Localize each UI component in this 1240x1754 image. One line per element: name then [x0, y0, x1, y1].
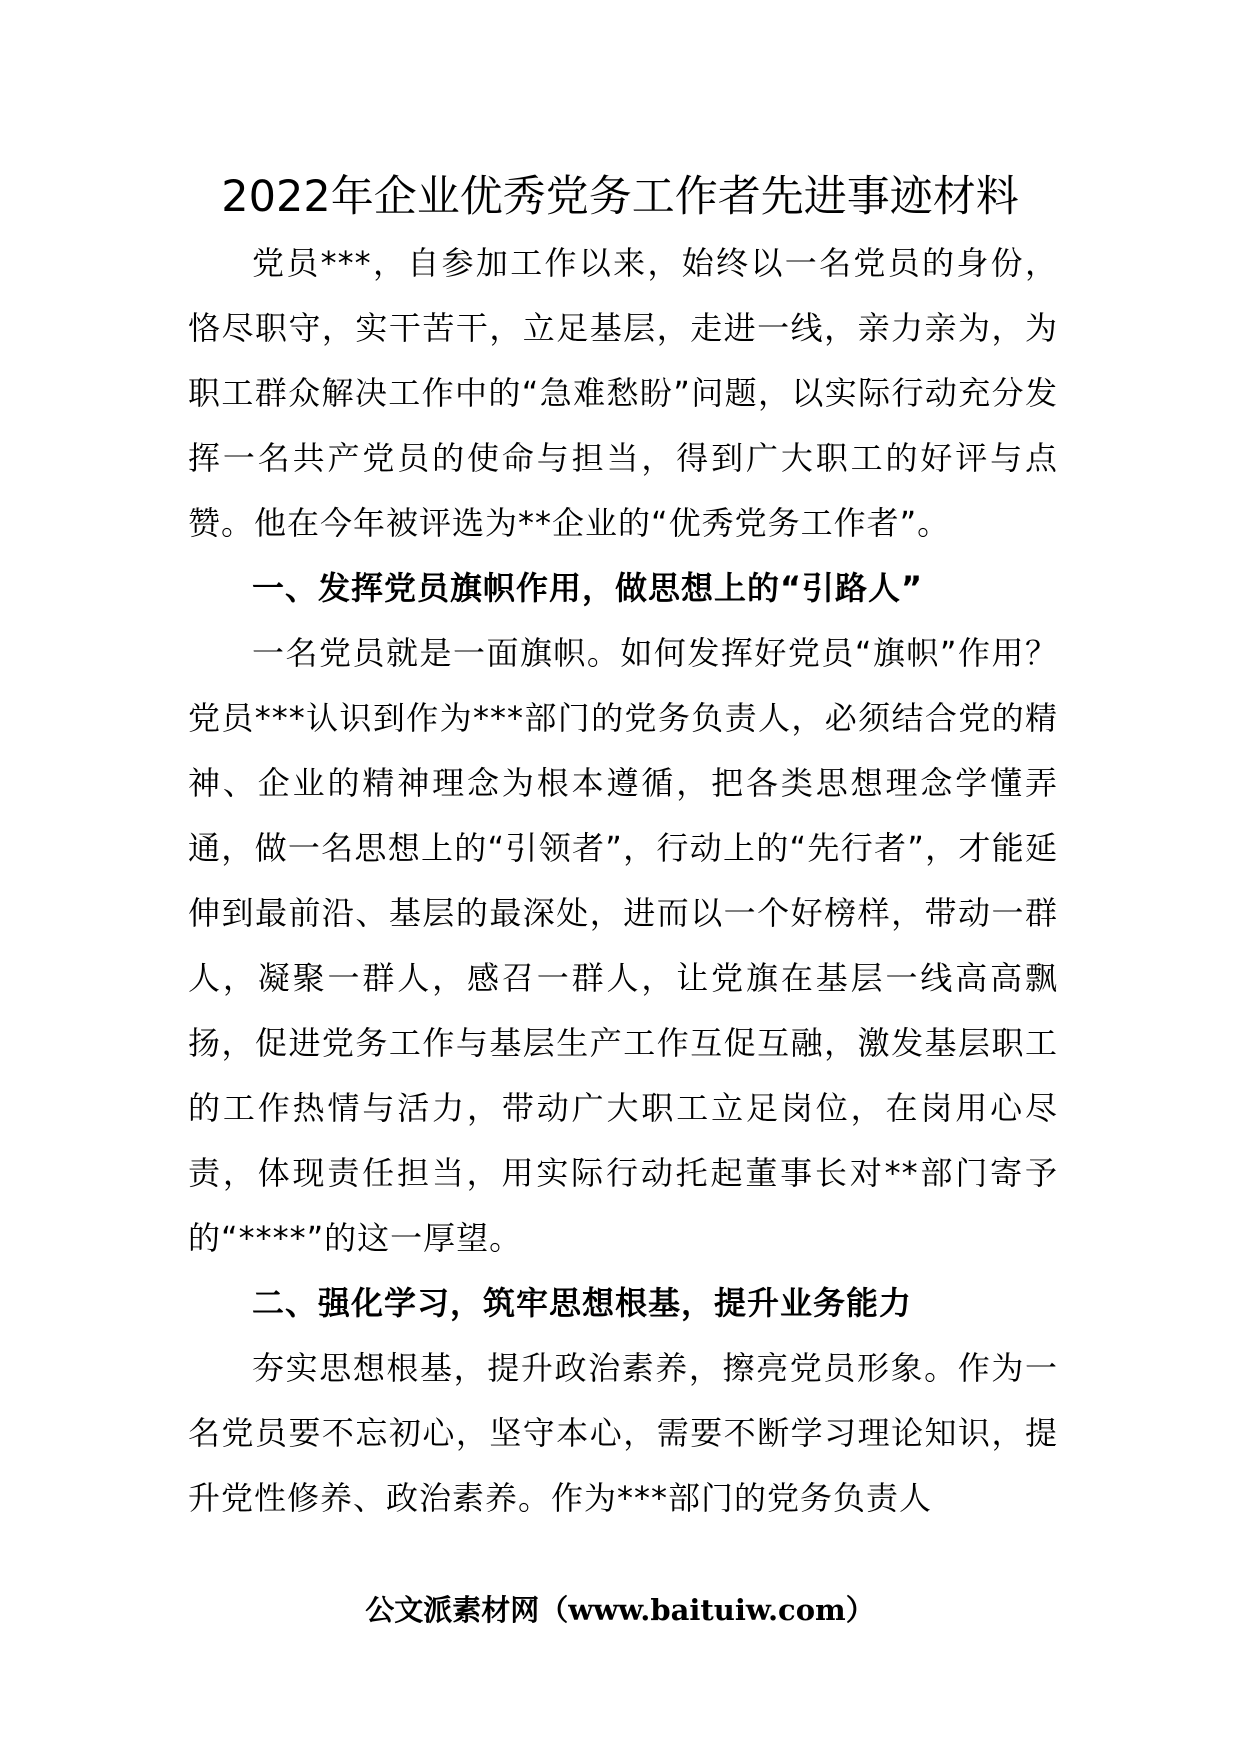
- intro-paragraph: 党员***，自参加工作以来，始终以一名党员的身份，恪尽职守，实干苦干，立足基层，走进一线，亲力亲为，为职工群众解决工作中的“急难愁盼”问题，以实际行动充分发挥一名共产党员的使命与担当，得到广大职工的好评与点赞。他在今年被评选为**企业的“优秀党务工作者”。: [188, 244, 1058, 542]
- section-2-paragraph: 夯实思想根基，提升政治素养，擦亮党员形象。作为一名党员要不忘初心，坚守本心，需要不断学习理论知识，提升党性修养、政治素养。作为***部门的党务负责人: [188, 1349, 1058, 1517]
- section-heading-1: 一、发挥党员旗帜作用，做思想上的“引路人”: [252, 569, 924, 607]
- section-heading-2: 二、强化学习，筑牢思想根基，提升业务能力: [252, 1284, 913, 1322]
- document-body: [188, 231, 1058, 1531]
- section-1-paragraph: 一名党员就是一面旗帜。如何发挥好党员“旗帜”作用？党员***认识到作为***部门的党务负责人，必须结合党的精神、企业的精神理念为根本遵循，把各类思想理念学懂弄通，做一名思想上的“引领者”，行动上的“先行者”，才能延伸到最前沿、基层的最深处，进而以一个好榜样，带动一群人，凝聚一群人，感召一群人，让党旗在基层一线高高飘扬，促进党务工作与基层生产工作互促互融，激发基层职工的工作热情与活力，带动广大职工立足岗位，在岗用心尽责，体现责任担当，用实际行动托起董事长对**部门寄予的“****”的这一厚望。: [188, 634, 1058, 1257]
- footer-watermark: 公文派素材网（www.baituiw.com）: [365, 1593, 875, 1627]
- document-title: 2022年企业优秀党务工作者先进事迹材料: [221, 172, 1019, 222]
